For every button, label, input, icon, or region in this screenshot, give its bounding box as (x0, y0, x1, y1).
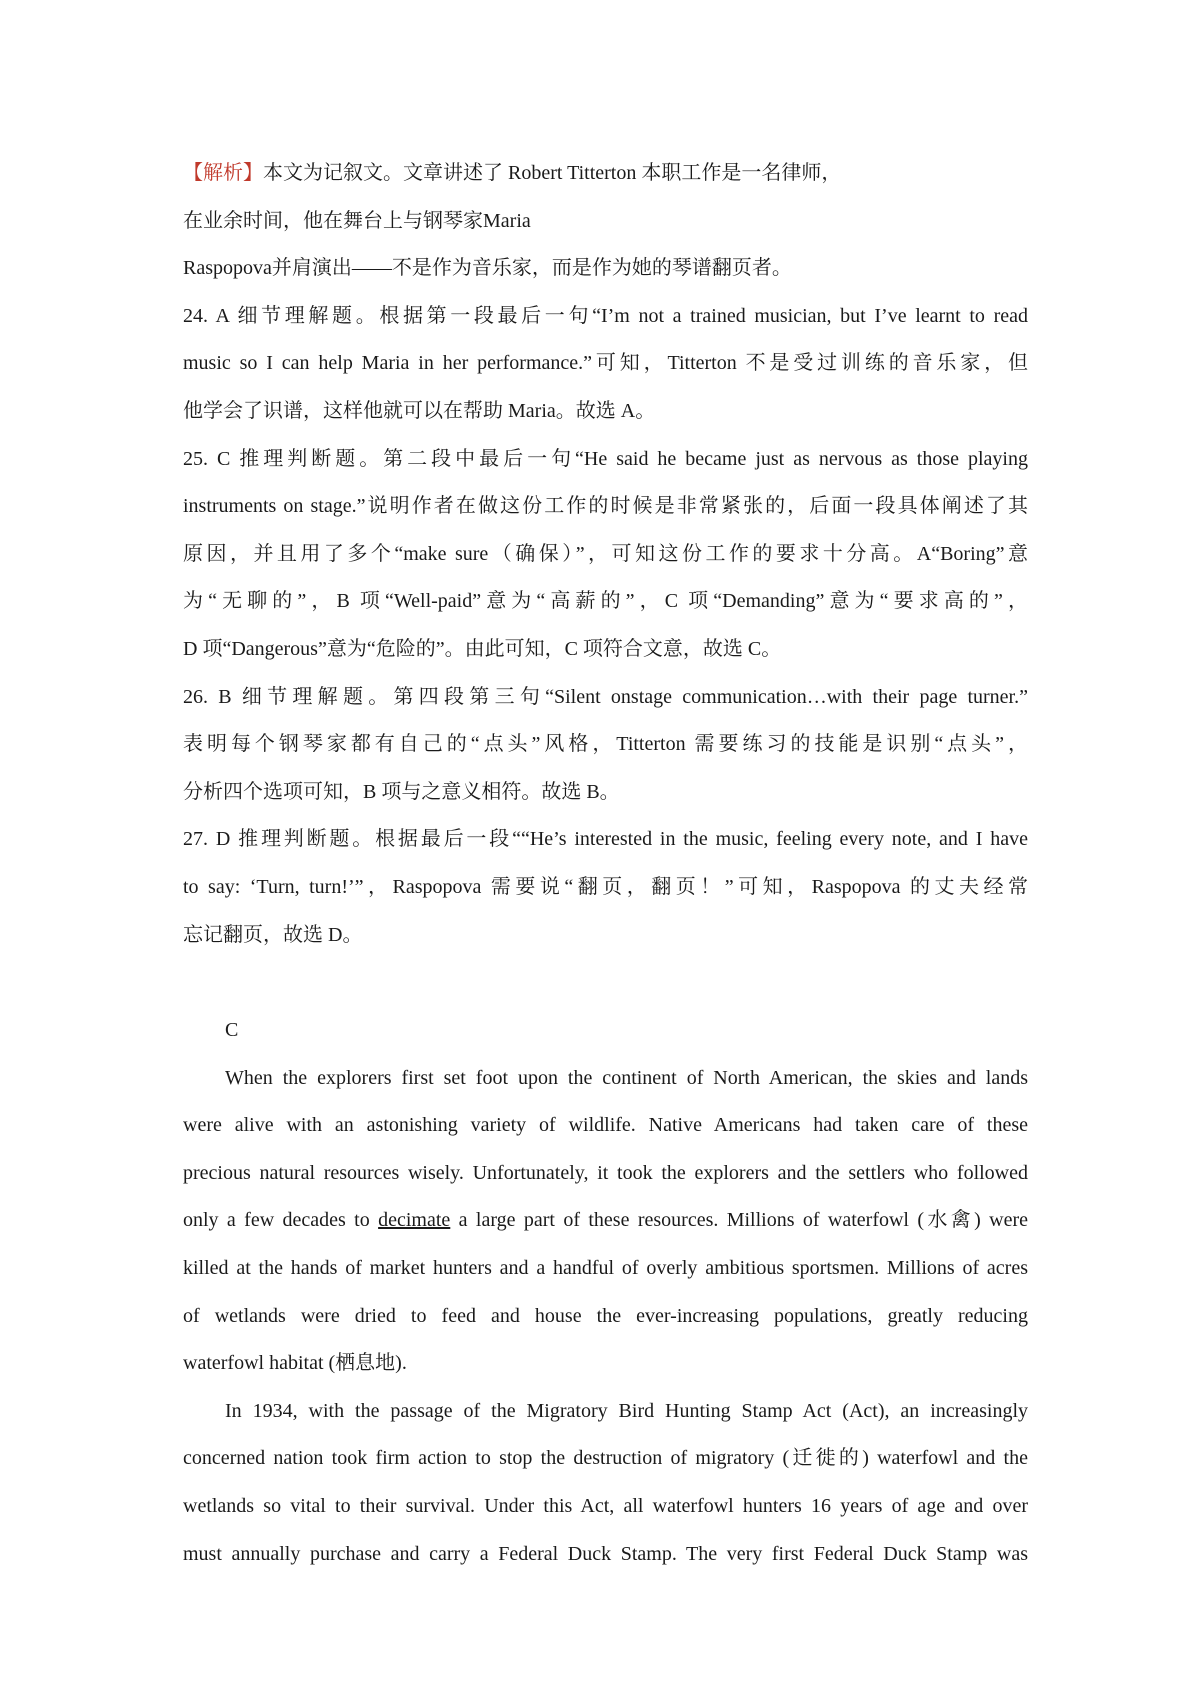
answer-27-line-1: 27. D 推理判断题。根据最后一段““He’s interested in the music, feeling every note, and I have (183, 828, 1028, 851)
passage-p1-line-4-before: only a few decades to (183, 1209, 379, 1232)
passage-p2-line-3: wetlands so vital to their survival. Under this Act, all waterfowl hunters 16 years of age and over (183, 1495, 1028, 1518)
passage-p1-line-7: waterfowl habitat (栖息地). (183, 1352, 407, 1375)
answer-24-line-2: music so I can help Maria in her performance.”可知，Titterton 不是受过训练的音乐家，但 (183, 352, 1028, 375)
analysis-line-2: 在业余时间，他在舞台上与钢琴家Maria (183, 209, 531, 232)
passage-p1-line-4 (183, 1197, 1028, 1245)
passage-p2-line-4: must annually purchase and carry a Federal Duck Stamp. The very first Federal Duck Stamp was (183, 1542, 1028, 1565)
answer-27-line-2: to say: ‘Turn, turn!’”，Raspopova 需要说“翻页，翻页！”可知，Raspopova 的丈夫经常 (183, 875, 1028, 898)
answer-26-line-2: 表明每个钢琴家都有自己的“点头”风格，Titterton 需要练习的技能是识别“点头”， (183, 733, 1028, 756)
passage-p1-line-2: were alive with an astonishing variety of wildlife. Native Americans had taken care of these (183, 1114, 1028, 1137)
passage-p2-line-1: In 1934, with the passage of the Migratory Bird Hunting Stamp Act (Act), an increasingly (225, 1399, 1028, 1422)
passage-letter: C (225, 1019, 239, 1042)
answer-25-line-1: 25. C 推理判断题。第二段中最后一句“He said he became just as nervous as those playing (183, 447, 1028, 470)
analysis-line-3: Raspopova并肩演出——不是作为音乐家，而是作为她的琴谱翻页者。 (183, 257, 792, 280)
passage-p1-line-4-after: a large part of these resources. Millions of waterfowl (水禽) were (450, 1209, 1028, 1232)
passage-p2-line-2: concerned nation took firm action to stop the destruction of migratory (迁徙的) waterfowl and the (183, 1447, 1028, 1470)
analysis-text: 本文为记叙文。文章讲述了 Robert Titterton 本职工作是一名律师， (263, 162, 842, 184)
section-spacer (183, 959, 1028, 1007)
answer-25-line-3: 原因，并且用了多个“make sure（确保）”，可知这份工作的要求十分高。A“Boring”意 (183, 542, 1028, 565)
answer-25-line-4: 为“无聊的”，B 项“Well-paid”意为“高薪的”，C 项“Demanding”意为“要求高的”， (183, 590, 1028, 613)
answer-25-line-2: instruments on stage.”说明作者在做这份工作的时候是非常紧张的，后面一段具体阐述了其 (183, 495, 1028, 518)
answer-24-line-1: 24. A 细节理解题。根据第一段最后一句“I’m not a trained musician, but I’ve learnt to read (183, 304, 1028, 327)
passage-p1-line-1: When the explorers first set foot upon the continent of North American, the skies and lands (225, 1066, 1028, 1089)
underlined-word-decimate: decimate (378, 1209, 451, 1232)
answer-24-line-3: 他学会了识谱，这样他就可以在帮助 Maria。故选 A。 (183, 399, 656, 422)
analysis-line-1 (183, 150, 1028, 198)
answer-26-line-1: 26. B 细节理解题。第四段第三句“Silent onstage communication…with their page turner.” (183, 685, 1028, 708)
analysis-tag: 【解析】 (183, 162, 263, 184)
answer-25-line-5: D 项“Dangerous”意为“危险的”。由此可知，C 项符合文意，故选 C。 (183, 637, 782, 660)
document-page (183, 150, 1028, 1578)
answer-26-line-3: 分析四个选项可知，B 项与之意义相符。故选 B。 (183, 780, 620, 803)
passage-p1-line-3: precious natural resources wisely. Unfortunately, it took the explorers and the settlers who followed (183, 1161, 1028, 1184)
answer-27-line-3: 忘记翻页，故选 D。 (183, 923, 363, 946)
passage-p1-line-5: killed at the hands of market hunters and a handful of overly ambitious sportsmen. Millions of acres (183, 1257, 1028, 1280)
passage-p1-line-6: of wetlands were dried to feed and house the ever-increasing populations, greatly reducing (183, 1304, 1028, 1327)
